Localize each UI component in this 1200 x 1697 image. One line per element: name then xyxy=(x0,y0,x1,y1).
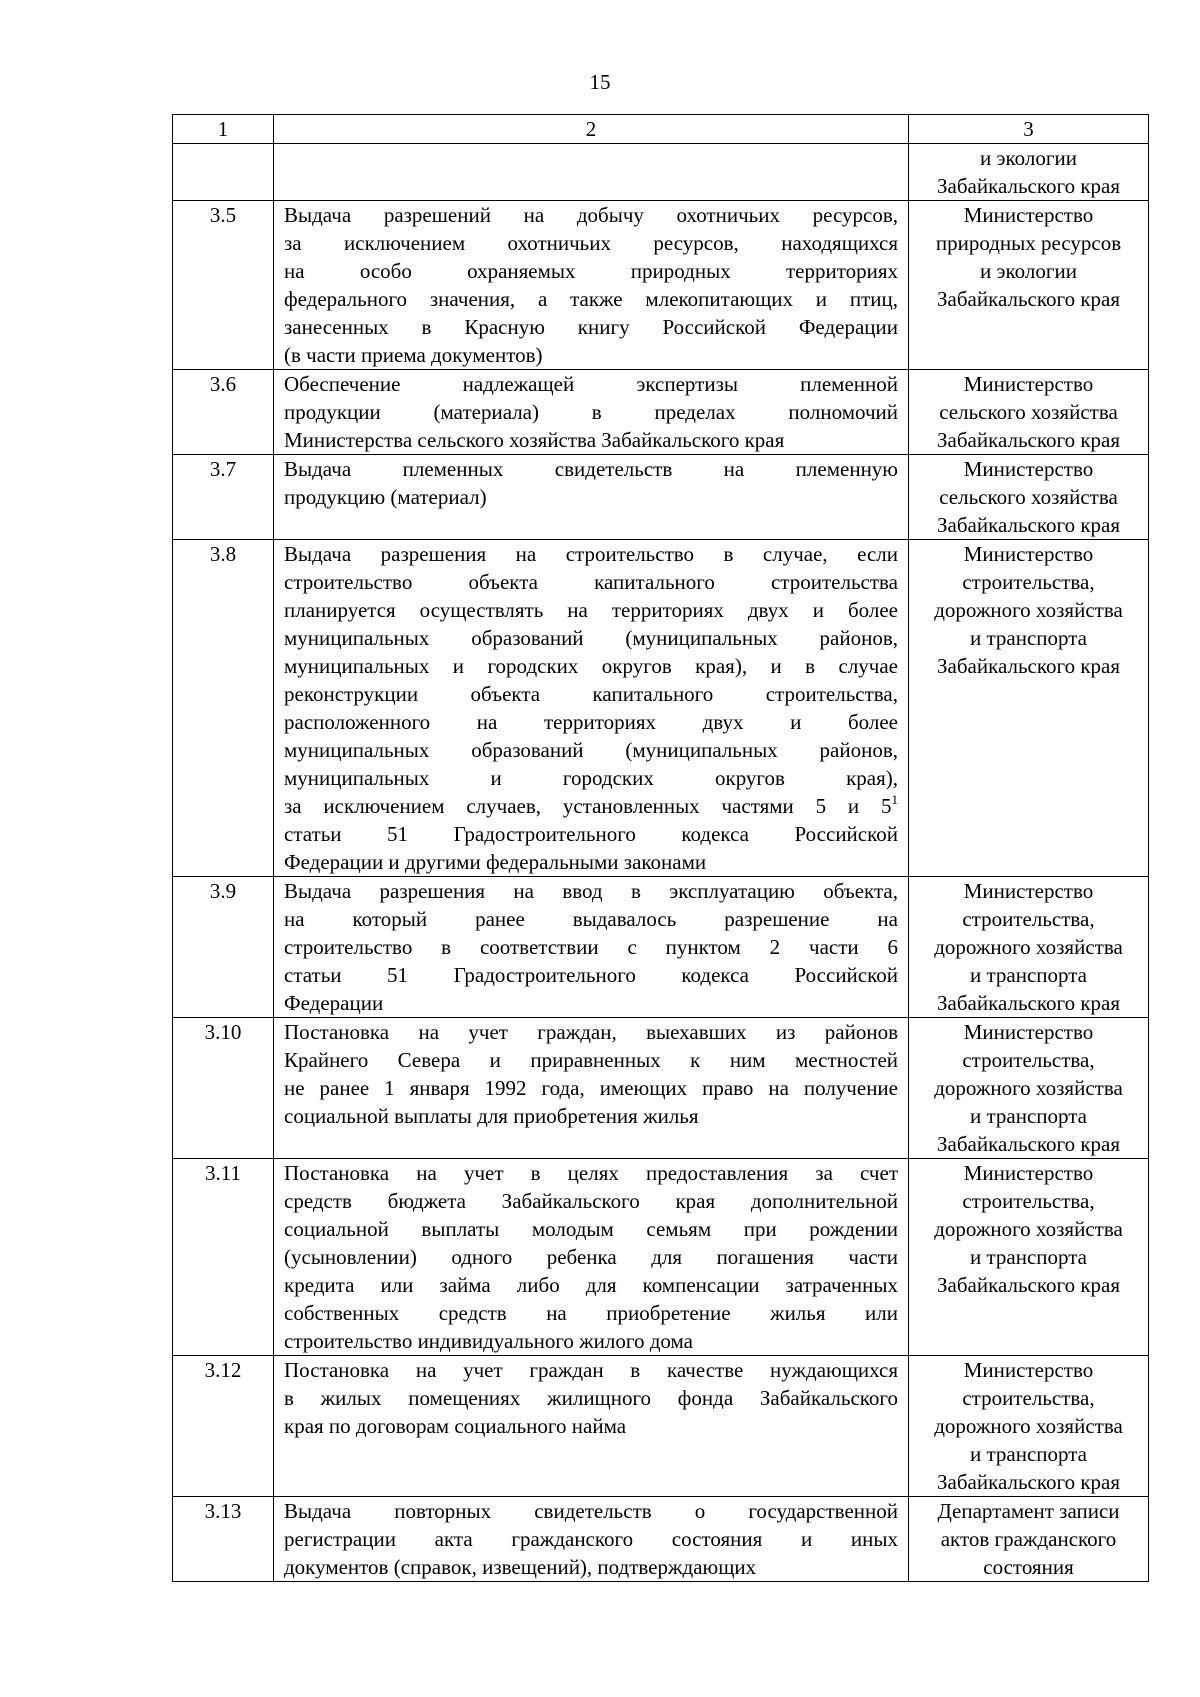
responsible-body-line: дорожного хозяйства xyxy=(934,1217,1123,1241)
description-line: Крайнего Севера и приравненных к ним местностей xyxy=(284,1048,898,1072)
description-line: кредита или займа либо для компенсации затраченных xyxy=(284,1273,898,1297)
responsible-body-line: и транспорта xyxy=(969,1442,1088,1466)
description-line: Постановка на учет в целях предоставления за счет xyxy=(284,1161,898,1185)
description-line: Обеспечение надлежащей экспертизы племенной xyxy=(284,372,898,396)
responsible-body xyxy=(909,1497,1149,1582)
description-line: расположенного на территориях двух и более xyxy=(284,710,898,734)
responsible-body-line: Департамент записи xyxy=(937,1499,1120,1523)
column-header-2: 2 xyxy=(274,115,909,144)
description-line: Выдача разрешения на ввод в эксплуатацию объекта, xyxy=(284,879,898,903)
responsible-body xyxy=(909,877,1149,1018)
description-line: продукции (материала) в пределах полномочий xyxy=(284,400,898,424)
description-line: планируется осуществлять на территориях двух и более xyxy=(284,598,898,622)
responsible-body-line: Министерство xyxy=(963,879,1094,903)
table-row xyxy=(173,144,1149,201)
description-line: строительство индивидуального жилого дома xyxy=(284,1329,693,1353)
responsible-body xyxy=(909,540,1149,877)
description-line: Постановка на учет граждан в качестве нуждающихся xyxy=(284,1358,898,1382)
responsible-body-line: и экологии xyxy=(980,259,1077,283)
description-line: статьи 51 Градостроительного кодекса Российской xyxy=(284,822,898,846)
responsible-body-line: сельского хозяйства xyxy=(939,400,1118,424)
row-number: 3.12 xyxy=(173,1356,274,1497)
description-line: муниципальных и городских округов края), и в случае xyxy=(284,654,898,678)
description-line: Федерации xyxy=(284,991,384,1015)
description-line: Выдача разрешения на строительство в случае, если xyxy=(284,542,898,566)
description-line: строительство в соответствии с пунктом 2 части 6 xyxy=(284,935,898,959)
description-line: за исключением охотничьих ресурсов, находящихся xyxy=(284,231,898,255)
service-description xyxy=(274,1159,909,1356)
service-description xyxy=(274,455,909,540)
description-line: социальной выплаты для приобретения жилья xyxy=(284,1104,699,1128)
responsible-body-line: и экологии xyxy=(980,146,1077,170)
description-line: регистрации акта гражданского состояния и иных xyxy=(284,1527,898,1551)
description-line: Постановка на учет граждан, выехавших из районов xyxy=(284,1020,898,1044)
description-line: муниципальных образований (муниципальных районов, xyxy=(284,626,898,650)
description-line: занесенных в Красную книгу Российской Федерации xyxy=(284,315,898,339)
responsible-body-line: Забайкальского края xyxy=(936,654,1120,678)
description-line: не ранее 1 января 1992 года, имеющих право на получение xyxy=(284,1076,898,1100)
responsible-body-line: Министерство xyxy=(963,1161,1094,1185)
service-description xyxy=(274,1018,909,1159)
description-line: Министерства сельского хозяйства Забайкальского края xyxy=(284,428,785,452)
responsible-body-line: строительства, xyxy=(962,907,1095,931)
service-description xyxy=(274,144,909,201)
responsible-body-line: Министерство xyxy=(963,457,1094,481)
table-row xyxy=(173,540,1149,877)
description-line: социальной выплаты молодым семьям при рождении xyxy=(284,1217,898,1241)
description-line: в жилых помещениях жилищного фонда Забайкальского xyxy=(284,1386,898,1410)
superscript: 1 xyxy=(891,792,898,807)
service-description xyxy=(274,201,909,370)
responsible-body xyxy=(909,1356,1149,1497)
column-header-1: 1 xyxy=(173,115,274,144)
row-number: 3.13 xyxy=(173,1497,274,1582)
description-line: документов (справок, извещений), подтверждающих xyxy=(284,1555,757,1579)
responsible-body-line: и транспорта xyxy=(969,1104,1088,1128)
description-line: средств бюджета Забайкальского края дополнительной xyxy=(284,1189,898,1213)
responsible-body-line: строительства, xyxy=(962,570,1095,594)
service-description xyxy=(274,1497,909,1582)
description-line: статьи 51 Градостроительного кодекса Российской xyxy=(284,963,898,987)
description-line: собственных средств на приобретение жилья или xyxy=(284,1301,898,1325)
row-number: 3.9 xyxy=(173,877,274,1018)
table-row xyxy=(173,1018,1149,1159)
responsible-body-line: дорожного хозяйства xyxy=(934,1076,1123,1100)
description-line: (в части приема документов) xyxy=(284,343,543,367)
description-line: продукцию (материал) xyxy=(284,485,487,509)
responsible-body xyxy=(909,370,1149,455)
description-line: муниципальных и городских округов края), xyxy=(284,766,898,790)
responsible-body-line: Министерство xyxy=(963,372,1094,396)
responsible-body-line: строительства, xyxy=(962,1189,1095,1213)
row-number: 3.8 xyxy=(173,540,274,877)
description-line: Выдача племенных свидетельств на племенную xyxy=(284,457,898,481)
description-line: реконструкции объекта капитального строительства, xyxy=(284,682,898,706)
responsible-body-line: Министерство xyxy=(963,1358,1094,1382)
table-row xyxy=(173,370,1149,455)
responsible-body-line: Забайкальского края xyxy=(936,428,1120,452)
table-row xyxy=(173,201,1149,370)
responsible-body-line: сельского хозяйства xyxy=(939,485,1118,509)
responsible-body-line: Министерство xyxy=(963,203,1094,227)
description-line: Выдача повторных свидетельств о государственной xyxy=(284,1499,898,1523)
responsible-body-line: Забайкальского края xyxy=(936,1470,1120,1494)
responsible-body-line: Министерство xyxy=(963,542,1094,566)
service-description xyxy=(274,877,909,1018)
description-line-text: за исключением случаев, установленных частями 5 и 5 xyxy=(284,794,892,818)
responsible-body-line: дорожного хозяйства xyxy=(934,598,1123,622)
description-line: муниципальных образований (муниципальных районов, xyxy=(284,738,898,762)
responsible-body-line: и транспорта xyxy=(969,626,1088,650)
table-row xyxy=(173,455,1149,540)
description-line: на который ранее выдавалось разрешение на xyxy=(284,907,898,931)
service-description xyxy=(274,540,909,877)
column-header-3: 3 xyxy=(909,115,1149,144)
row-number: 3.11 xyxy=(173,1159,274,1356)
row-number xyxy=(173,144,274,201)
description-line: (усыновлении) одного ребенка для погашения части xyxy=(284,1245,898,1269)
responsible-body-line: строительства, xyxy=(962,1048,1095,1072)
description-line: на особо охраняемых природных территориях xyxy=(284,259,898,283)
responsible-body-line: Забайкальского края xyxy=(936,1132,1120,1156)
responsible-body-line: и транспорта xyxy=(969,963,1088,987)
row-number: 3.6 xyxy=(173,370,274,455)
responsible-body-line: состояния xyxy=(983,1555,1074,1579)
description-line xyxy=(284,792,898,820)
responsible-body-line: Забайкальского края xyxy=(936,1273,1120,1297)
responsible-body-line: Забайкальского края xyxy=(936,174,1120,198)
responsible-body-line: природных ресурсов xyxy=(935,231,1122,255)
service-description xyxy=(274,1356,909,1497)
service-description xyxy=(274,370,909,455)
responsible-body xyxy=(909,1018,1149,1159)
table-row xyxy=(173,1356,1149,1497)
responsible-body-line: актов гражданского xyxy=(940,1527,1117,1551)
responsible-body-line: Забайкальского края xyxy=(936,513,1120,537)
services-table xyxy=(172,114,1149,1582)
row-number: 3.7 xyxy=(173,455,274,540)
table-row xyxy=(173,1159,1149,1356)
responsible-body xyxy=(909,1159,1149,1356)
description-line: строительство объекта капитального строительства xyxy=(284,570,898,594)
responsible-body-line: Министерство xyxy=(963,1020,1094,1044)
description-line: Федерации и другими федеральными законами xyxy=(284,850,707,874)
responsible-body-line: Забайкальского края xyxy=(936,287,1120,311)
responsible-body-line: и транспорта xyxy=(969,1245,1088,1269)
responsible-body-line: дорожного хозяйства xyxy=(934,1414,1123,1438)
table-header-row xyxy=(173,115,1149,144)
description-line: края по договорам социального найма xyxy=(284,1414,627,1438)
page-number: 15 xyxy=(589,70,611,94)
responsible-body xyxy=(909,201,1149,370)
table-row xyxy=(173,1497,1149,1582)
responsible-body-line: дорожного хозяйства xyxy=(934,935,1123,959)
responsible-body-line: Забайкальского края xyxy=(936,991,1120,1015)
responsible-body xyxy=(909,144,1149,201)
description-line: федерального значения, а также млекопитающих и птиц, xyxy=(284,287,898,311)
responsible-body-line: строительства, xyxy=(962,1386,1095,1410)
description-line: Выдача разрешений на добычу охотничьих ресурсов, xyxy=(284,203,898,227)
row-number: 3.10 xyxy=(173,1018,274,1159)
row-number: 3.5 xyxy=(173,201,274,370)
table-row xyxy=(173,877,1149,1018)
responsible-body xyxy=(909,455,1149,540)
